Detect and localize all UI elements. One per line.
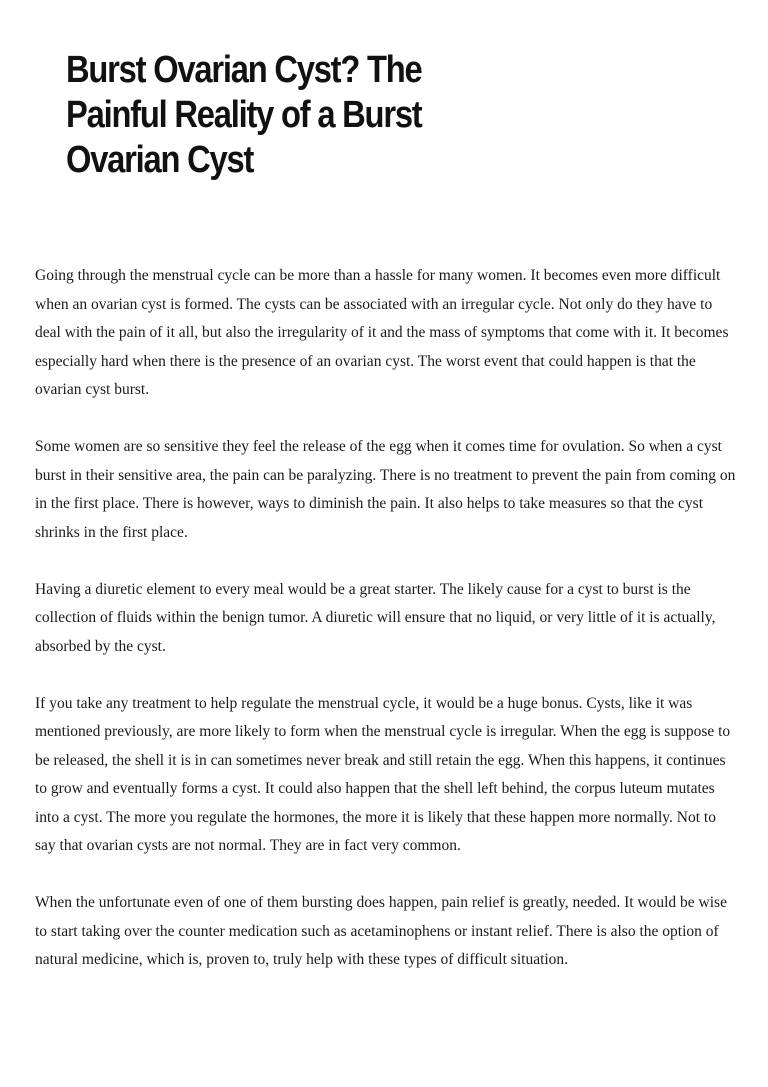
article-body (35, 262, 740, 975)
page-title: Burst Ovarian Cyst? The Painful Reality of a Burst Ovarian Cyst (66, 49, 422, 181)
paragraph-4: If you take any treatment to help regulate the menstrual cycle, it would be a huge bonus. Cysts, like it was mentioned previously, are more likely to form when the menstrual cycle is irregular. When the egg is suppose to be released, the shell it is in can sometimes never break and still retain the egg. When this happens, it continues to grow and eventually forms a cyst. It could also happen that the shell left behind, the corpus luteum mutates into a cyst. The more you regulate the hormones, the more it is likely that these happen more normally. Not to say that ovarian cysts are not normal. They are in fact very common. (35, 694, 731, 854)
paragraph-3: Having a diuretic element to every meal would be a great starter. The likely cause for a cyst to burst is the collection of fluids within the benign tumor. A diuretic will ensure that no liquid, or very little of it is actually, absorbed by the cyst. (35, 580, 716, 655)
paragraph-1: Going through the menstrual cycle can be more than a hassle for many women. It becomes even more difficult when an ovarian cyst is formed. The cysts can be associated with an irregular cycle. Not only do they have to deal with the pain of it all, but also the irregularity of it and the mass of symptoms that come with it. It becomes especially hard when there is the presence of an ovarian cyst. The worst event that could happen is that the ovarian cyst burst. (35, 267, 729, 398)
paragraph-5: When the unfortunate even of one of them bursting does happen, pain relief is greatly, needed. It would be wise to start taking over the counter medication such as acetaminophens or instant relief. There is also the option of natural medicine, which is, proven to, truly help with these types of difficult situation. (35, 894, 727, 968)
paragraph-2: Some women are so sensitive they feel the release of the egg when it comes time for ovulation. So when a cyst burst in their sensitive area, the pain can be paralyzing. There is no treatment to prevent the pain from coming on in the first place. There is however, ways to diminish the pain. It also helps to take measures so that the cyst shrinks in the first place. (35, 438, 736, 541)
